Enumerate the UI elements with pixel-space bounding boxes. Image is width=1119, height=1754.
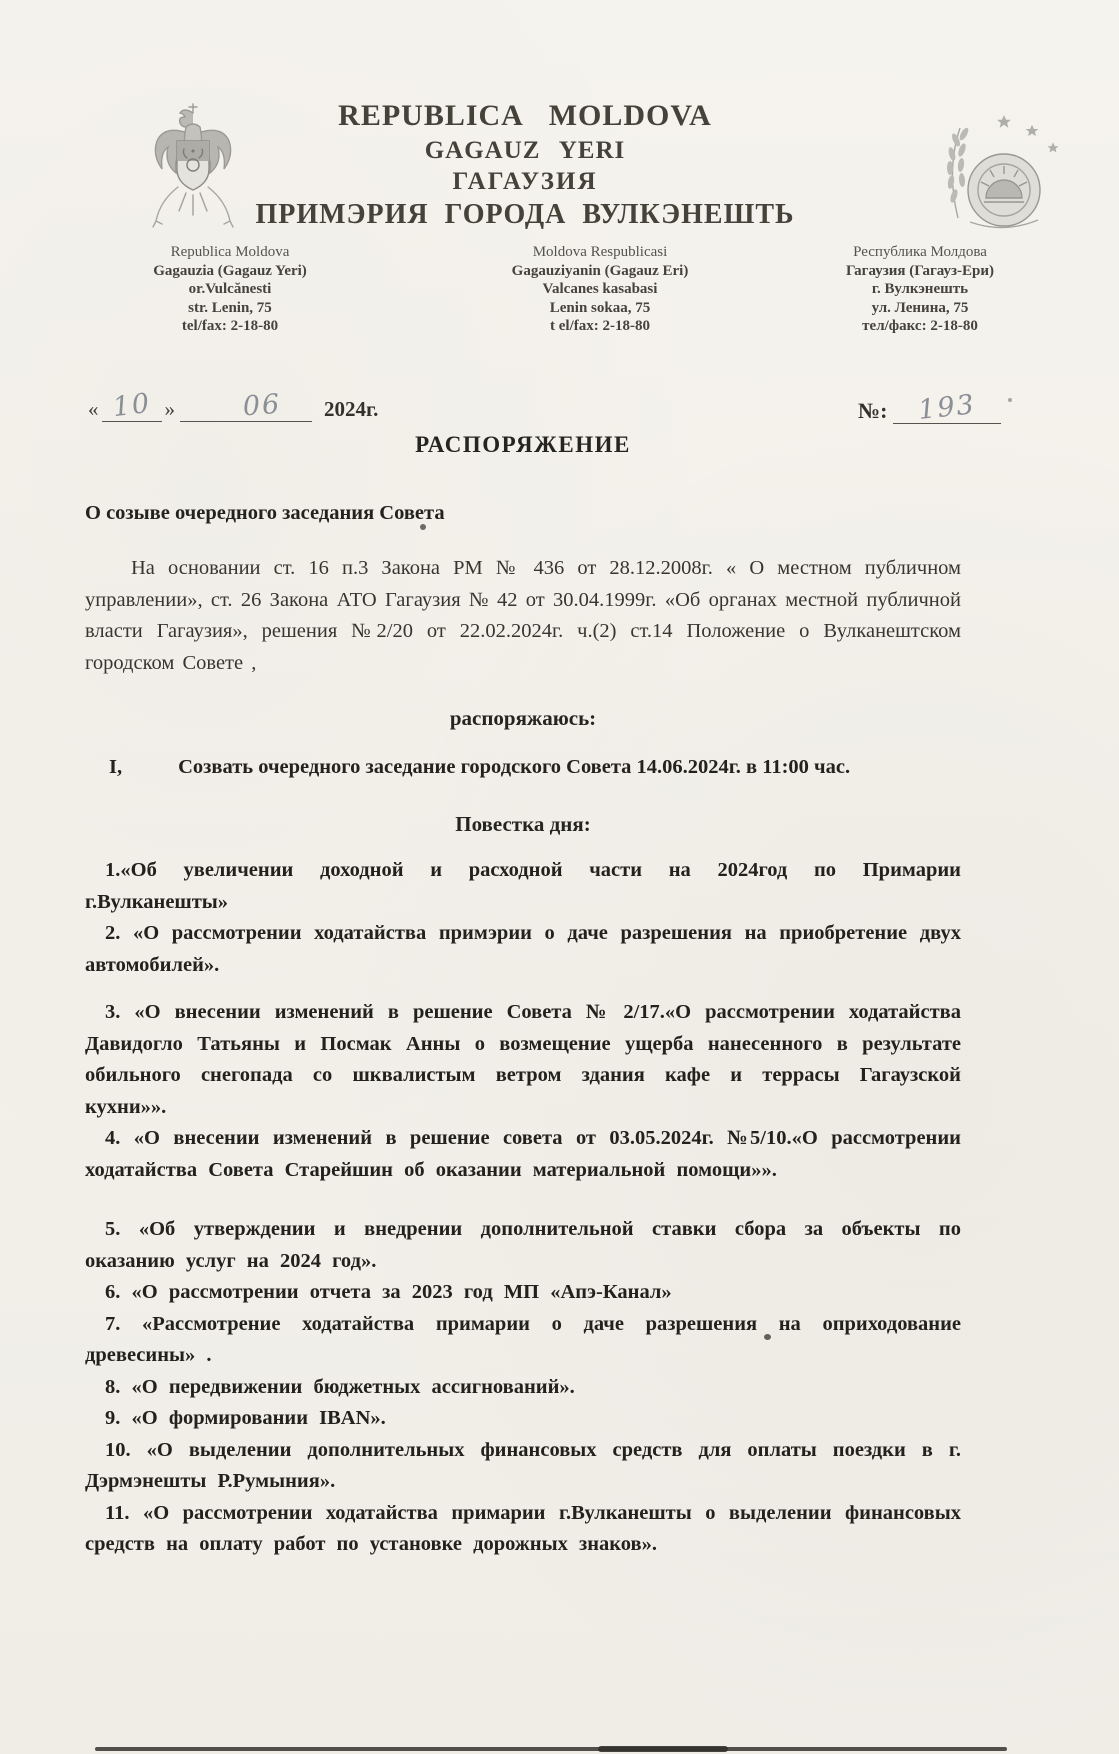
preamble-paragraph: На основании ст. 16 п.3 Закона РМ № 436 от 28.12.2008г. « О местном публичном управлении», ст. 26 Закона АТО Гагаузия № 42 от 30.04.1999г. «Об органах местной публичной власти Гагаузия», решения №2/20 от 22.02.2024г. ч.(2) ст.14 Положение о Вулканештском городском Совете , xyxy=(85,557,961,674)
ink-speck xyxy=(420,524,426,530)
agenda-item: 3. «О внесении изменений в решение Совета № 2/17.«О рассмотрении ходатайства Давидогло Татьяны и Посмак Анны о возмещение ущерба нанесенного в результате обильного снегопада со шквалистым ветром здания кафе и террасы Гагаузской кухни»». xyxy=(85,1001,961,1118)
address-line: тел/факс: 2-18-80 xyxy=(862,318,978,334)
address-column-gagauz xyxy=(475,243,725,336)
handwritten-day: 10 xyxy=(110,387,153,424)
scan-artifact-line xyxy=(95,1747,1007,1751)
order-item-number: I, xyxy=(109,756,123,778)
address-line: t el/fax: 2-18-80 xyxy=(550,318,650,334)
header-title xyxy=(225,99,825,231)
ink-speck xyxy=(1008,398,1012,402)
number-slot xyxy=(893,389,1001,426)
handwritten-month: 06 xyxy=(241,388,283,423)
header-line-gagauz-yeri: GAGAUZ YERI xyxy=(424,137,626,164)
agenda-item: 6. «О рассмотрении отчета за 2023 год МП «Апэ-Канал» xyxy=(105,1281,672,1303)
close-quote: » xyxy=(164,397,175,421)
subject-line: О созыве очередного заседания Совета xyxy=(85,502,445,524)
order-item-text: Созвать очередного заседание городского Совета 14.06.2024г. в 11:00 час. xyxy=(178,756,851,778)
date-month-slot xyxy=(180,388,312,423)
address-column-romanian xyxy=(105,243,355,336)
agenda-item: 7. «Рассмотрение ходатайства примарии о даче разрешения на оприходование древесины» . xyxy=(85,1312,961,1366)
date-day-slot xyxy=(102,387,162,424)
agenda-title: Повестка дня: xyxy=(455,812,591,836)
address-line: Гагаузия (Гагауз-Ери) xyxy=(845,262,995,279)
agenda-item: 11. «О рассмотрении ходатайства примарии г.Вулканешты о выделении финансовых средств на оплату работ по установке дорожных знаков». xyxy=(85,1501,961,1555)
address-line: str. Lenin, 75 xyxy=(188,299,272,316)
address-line: Republica Moldova xyxy=(170,244,290,260)
open-quote: « xyxy=(88,397,99,421)
address-line: Moldova Respublicasi xyxy=(532,244,668,260)
address-line: tel/fax: 2-18-80 xyxy=(181,318,279,334)
ink-speck xyxy=(764,1334,771,1340)
date-line xyxy=(85,387,379,424)
order-keyword: распоряжаюсь: xyxy=(449,706,597,730)
agenda-item: 5. «Об утверждении и внедрении дополнительной ставки сбора за объекты по оказанию услуг на 2024 год». xyxy=(85,1218,961,1272)
address-line: Gagauziyanin (Gagauz Eri) xyxy=(511,262,689,279)
address-line: г. Вулкэнешть xyxy=(871,281,969,297)
agenda-item: 9. «О формировании IBAN». xyxy=(105,1407,386,1429)
doc-type-title: РАСПОРЯЖЕНИЕ xyxy=(415,432,631,457)
address-line: Valcanes kasabasi xyxy=(542,281,658,297)
agenda-item: 10. «О выделении дополнительных финансовых средств для оплаты поездки в г. Дэрмэнешты Р.Румыния». xyxy=(85,1438,961,1492)
address-line: Республика Молдова xyxy=(853,244,987,260)
address-line: or.Vulcănesti xyxy=(188,281,272,297)
header-line-republica-moldova: REPUBLICA MOLDOVA xyxy=(338,99,712,132)
agenda-item: 1.«Об увеличении доходной и расходной части на 2024год по Примарии г.Вулканешты» xyxy=(85,859,961,913)
scan-artifact-blob xyxy=(598,1746,728,1752)
header-line-gagauzia: ГАГАУЗИЯ xyxy=(452,168,598,195)
document-body xyxy=(85,432,961,1561)
date-year: 2024г. xyxy=(324,397,379,421)
agenda-item: 2. «О рассмотрении ходатайства примэрии о даче разрешения на приобретение двух автомобилей». xyxy=(85,922,961,976)
agenda-item: 4. «О внесении изменений в решение совета от 03.05.2024г. №5/10.«О рассмотрении ходатайства Совета Старейшин об оказании материальной помощи»». xyxy=(85,1127,961,1181)
address-line: Lenin sokaa, 75 xyxy=(549,299,651,316)
agenda-list xyxy=(85,855,961,1561)
agenda-item: 8. «О передвижении бюджетных ассигнований». xyxy=(105,1375,575,1398)
address-line: ул. Ленина, 75 xyxy=(871,299,969,316)
address-column-russian xyxy=(795,243,1045,336)
order-item xyxy=(85,756,961,779)
document-number xyxy=(858,390,1001,424)
address-line: Gagauzia (Gagauz Yeri) xyxy=(153,262,307,279)
header-line-primaria-vulcanesti: ПРИМЭРИЯ ГОРОДА ВУЛКЭНЕШТЬ xyxy=(255,199,795,230)
handwritten-number: 193 xyxy=(917,389,978,426)
gagauzia-coat-of-arms-icon xyxy=(926,110,1074,242)
number-label: №: xyxy=(858,398,888,423)
